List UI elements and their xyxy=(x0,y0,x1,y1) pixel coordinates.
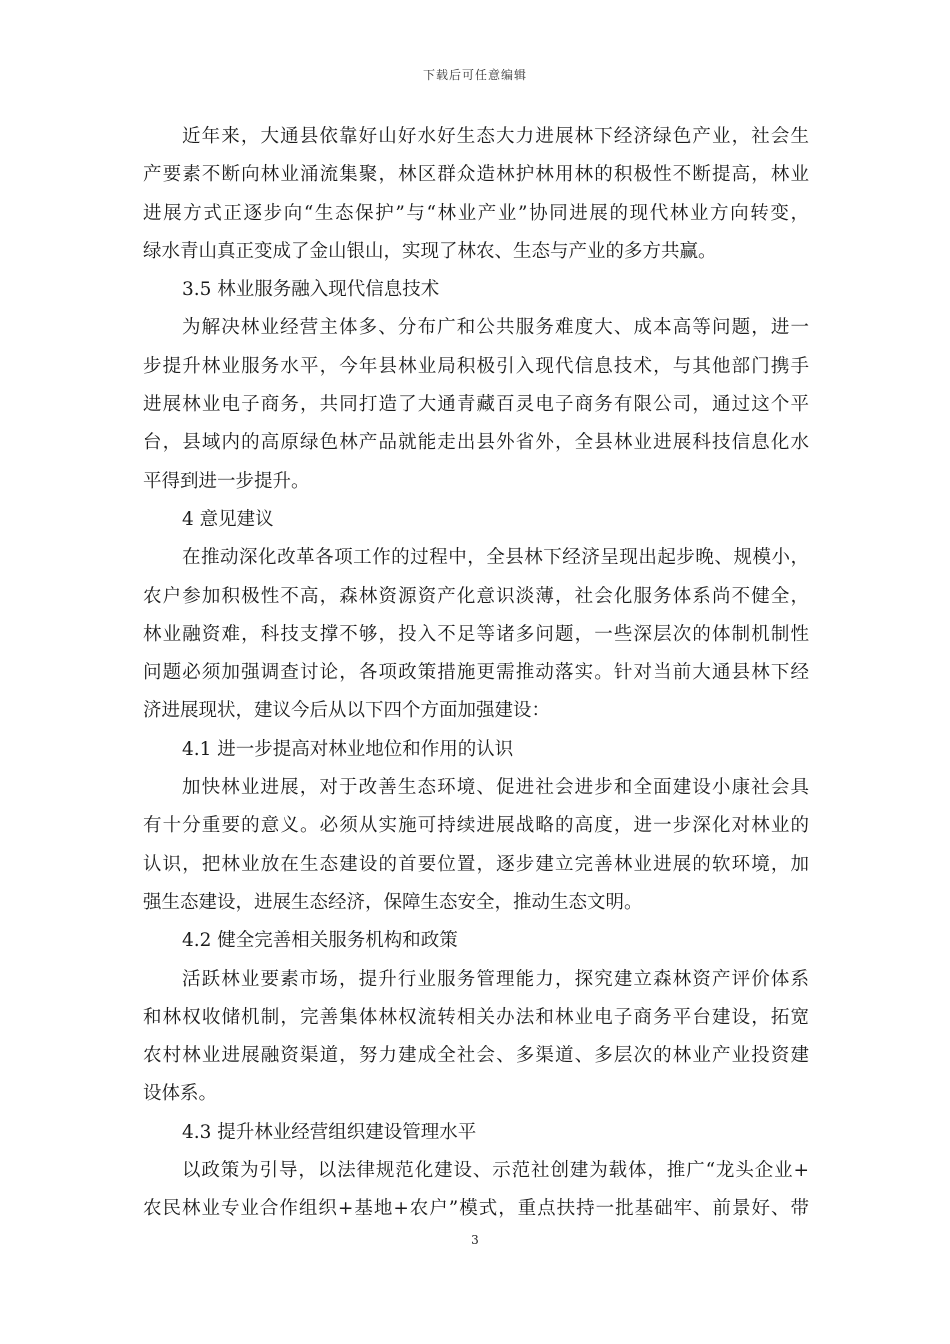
text-line: 台，县域内的高原绿色林产品就能走出县外省外，全县林业进展科技信息化水 xyxy=(143,432,809,454)
text-line: 以政策为引导，以法律规范化建设、示范社创建为载体，推广“龙头企业+ xyxy=(182,1160,809,1182)
text-line: 近年来，大通县依靠好山好水好生态大力进展林下经济绿色产业，社会生 xyxy=(182,126,809,147)
text-line: 加快林业进展，对于改善生态环境、促进社会进步和全面建设小康社会具 xyxy=(182,777,809,799)
text-line: 4.3 提升林业经营组织建设管理水平 xyxy=(182,1121,477,1143)
text-line: 林业融资难，科技支撑不够，投入不足等诸多问题，一些深层次的体制机制性 xyxy=(143,623,809,645)
text-line: 认识，把林业放在生态建设的首要位置，逐步建立完善林业进展的软环境，加 xyxy=(143,853,809,875)
text-line: 活跃林业要素市场，提升行业服务管理能力，探究建立森林资产评价体系 xyxy=(182,968,809,990)
text-line: 在推动深化改革各项工作的过程中，全县林下经济呈现出起步晚、规模小， xyxy=(182,547,809,569)
text-line: 有十分重要的意义。必须从实施可持续进展战略的高度，进一步深化对林业的 xyxy=(143,815,809,837)
text-line: 产要素不断向林业涌流集聚，林区群众造林护林用林的积极性不断提高，林业 xyxy=(143,164,809,186)
text-line: 设体系。 xyxy=(143,1083,218,1105)
text-line: 问题必须加强调查讨论，各项政策措施更需推动落实。针对当前大通县林下经 xyxy=(143,662,809,684)
text-line: 农村林业进展融资渠道，努力建成全社会、多渠道、多层次的林业产业投资建 xyxy=(143,1045,809,1067)
text-line: 和林权收储机制，完善集体林权流转相关办法和林业电子商务平台建设，拓宽 xyxy=(143,1006,809,1028)
text-line: 4.2 健全完善相关服务机构和政策 xyxy=(182,930,458,952)
text-line: 进展林业电子商务，共同打造了大通青藏百灵电子商务有限公司，通过这个平 xyxy=(143,394,809,416)
text-line: 3.5 林业服务融入现代信息技术 xyxy=(182,279,440,301)
page-number: 3 xyxy=(471,1233,479,1247)
text-line: 强生态建设，进展生态经济，保障生态安全，推动生态文明。 xyxy=(143,891,643,913)
text-line: 绿水青山真正变成了金山银山，实现了林农、生态与产业的多方共赢。 xyxy=(143,240,717,262)
text-line: 4 意见建议 xyxy=(182,508,274,530)
page-header: 下载后可任意编辑 xyxy=(422,68,527,82)
document-body xyxy=(143,118,809,1229)
text-line: 农民林业专业合作组织+基地+农户”模式，重点扶持一批基础牢、前景好、带 xyxy=(143,1198,809,1220)
text-line: 平得到进一步提升。 xyxy=(143,470,310,492)
text-line: 济进展现状，建议今后从以下四个方面加强建设： xyxy=(143,700,551,722)
text-line: 步提升林业服务水平，今年县林业局积极引入现代信息技术，与其他部门携手 xyxy=(143,355,809,377)
text-line: 进展方式正逐步向“生态保护”与“林业产业”协同进展的现代林业方向转变， xyxy=(143,202,809,224)
text-line: 农户参加积极性不高，森林资源资产化意识淡薄，社会化服务体系尚不健全， xyxy=(143,585,809,607)
text-line: 4.1 进一步提高对林业地位和作用的认识 xyxy=(182,738,514,760)
text-line: 为解决林业经营主体多、分布广和公共服务难度大、成本高等问题，进一 xyxy=(182,317,809,339)
